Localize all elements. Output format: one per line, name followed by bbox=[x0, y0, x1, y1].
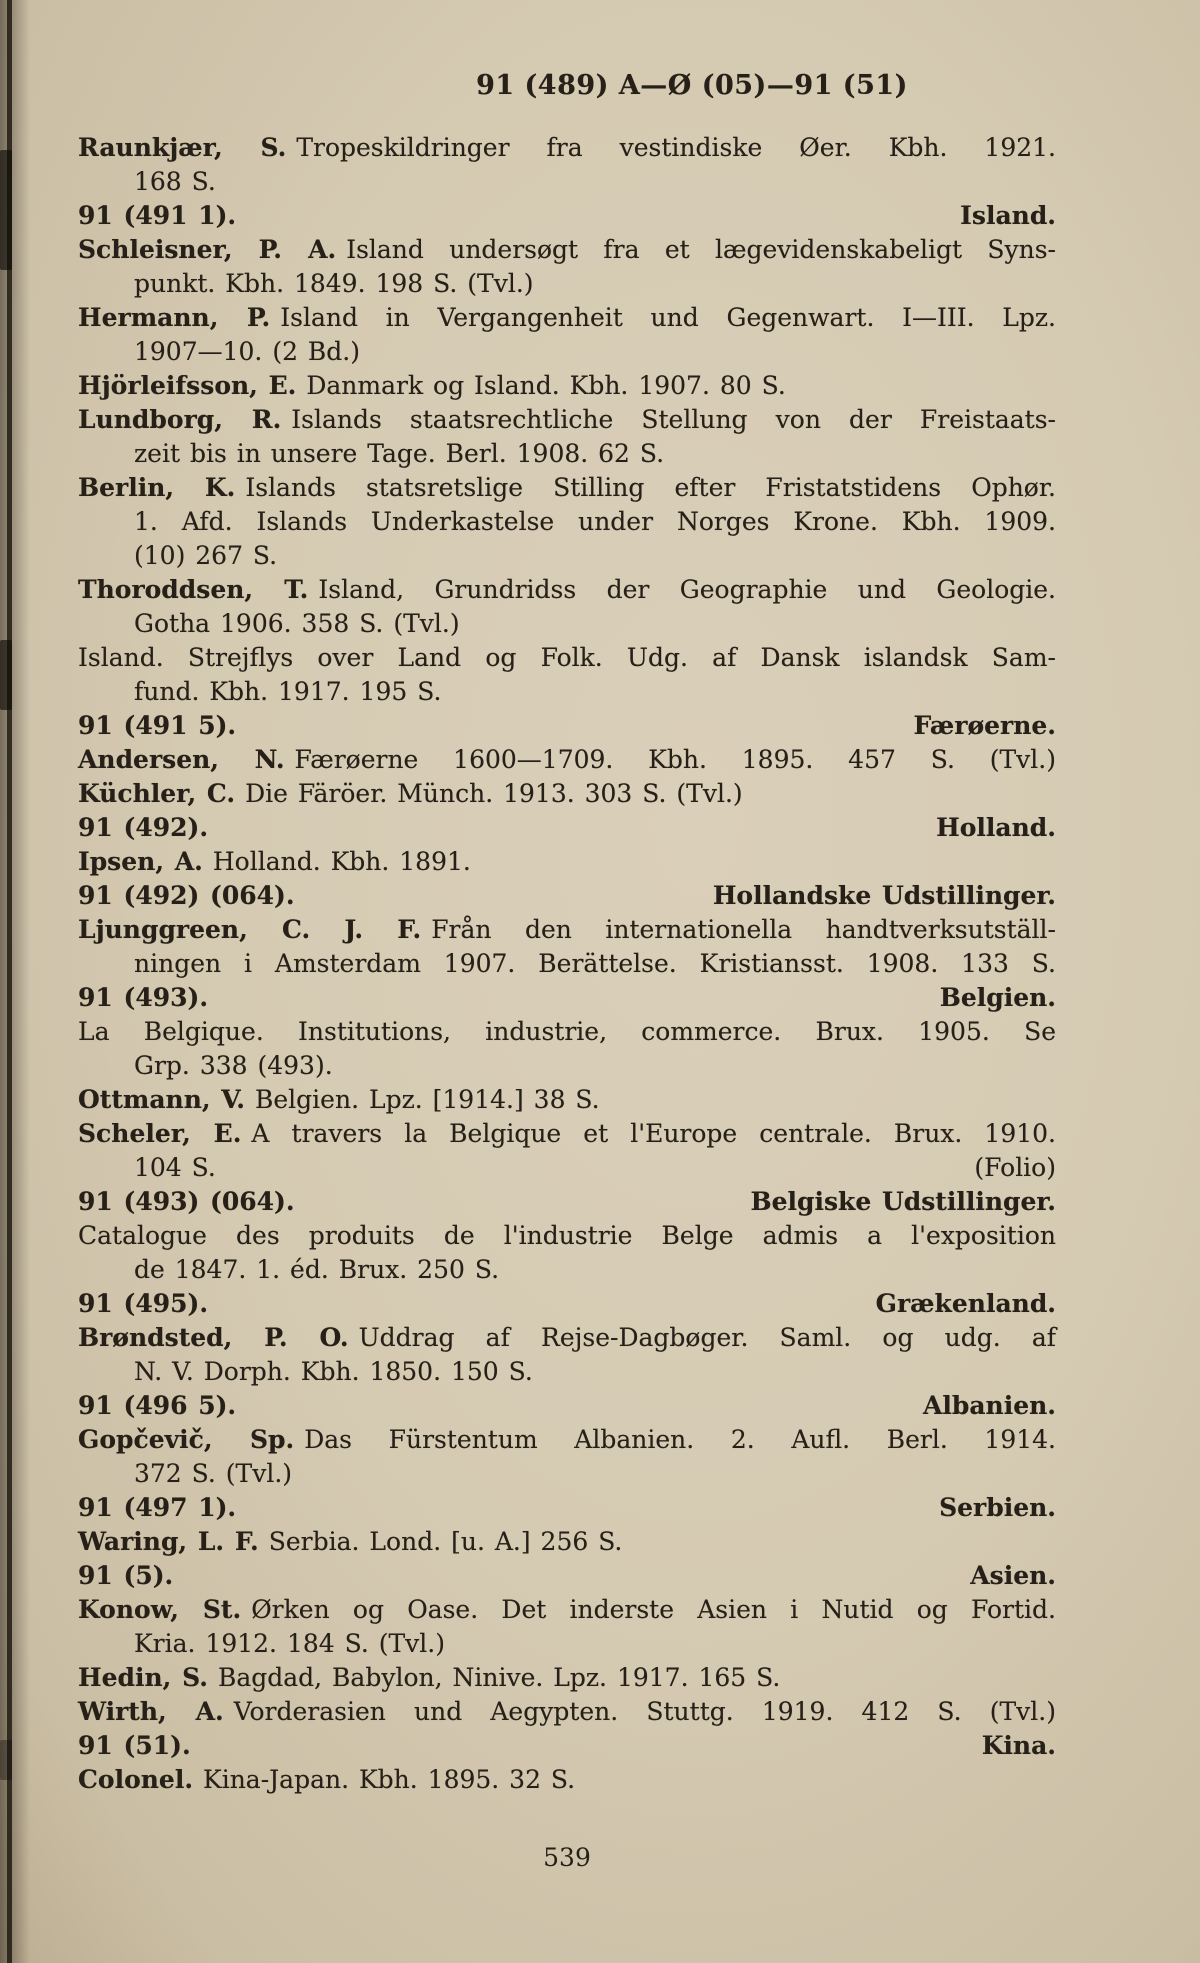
bibliography-entry bbox=[78, 1593, 1056, 1661]
bibliography-entry bbox=[78, 369, 1056, 403]
entry-line: Thoroddsen, T. Island, Grundridss der Geographie und Geologie. bbox=[78, 575, 1056, 604]
scan-gutter-shadow bbox=[0, 0, 30, 1963]
classification-row bbox=[78, 879, 1056, 913]
entry-author: Hermann, P. bbox=[78, 303, 271, 332]
page-number: 539 bbox=[543, 1843, 591, 1872]
bibliography-entry bbox=[78, 573, 1056, 641]
classification-number: 91 (491 5). bbox=[78, 711, 237, 740]
entry-line: Scheler, E. A travers la Belgique et l'Europe centrale. Brux. 1910. bbox=[78, 1119, 1056, 1148]
entry-author: Scheler, E. bbox=[78, 1119, 242, 1148]
classification-row bbox=[78, 1185, 1056, 1219]
scan-edge-mark bbox=[0, 1740, 12, 1780]
bibliography-entry bbox=[78, 845, 1056, 879]
entry-line: Grp. 338 (493). bbox=[134, 1051, 333, 1080]
entry-author: Hjörleifsson, E. bbox=[78, 371, 297, 400]
entry-author: Waring, L. F. bbox=[78, 1527, 259, 1556]
bibliography-entry bbox=[78, 233, 1056, 301]
classification-number: 91 (497 1). bbox=[78, 1493, 237, 1522]
entry-author: Ipsen, A. bbox=[78, 847, 203, 876]
section-heading: Albanien. bbox=[922, 1391, 1056, 1420]
classification-row bbox=[78, 1389, 1056, 1423]
entry-author: Ottmann, V. bbox=[78, 1085, 246, 1114]
section-heading: Kina. bbox=[981, 1731, 1056, 1760]
entry-line: Hermann, P. Island in Vergangenheit und Gegenwart. I—III. Lpz. bbox=[78, 303, 1056, 332]
entry-line: Andersen, N. Færøerne 1600—1709. Kbh. 1895. 457 S. (Tvl.) bbox=[78, 745, 1056, 774]
entry-line: 372 S. (Tvl.) bbox=[134, 1459, 293, 1488]
entry-author: Raunkjær, S. bbox=[78, 133, 287, 162]
bibliography-entry bbox=[78, 777, 1056, 811]
entry-line: Schleisner, P. A. Island undersøgt fra et lægevidenskabeligt Syns- bbox=[78, 235, 1056, 264]
entry-line: Catalogue des produits de l'industrie Belge admis a l'exposition bbox=[78, 1221, 1056, 1250]
bibliography-entry bbox=[78, 1015, 1056, 1083]
section-heading: Hollandske Udstillinger. bbox=[712, 881, 1056, 910]
entry-author: Hedin, S. bbox=[78, 1663, 208, 1692]
classification-row bbox=[78, 1729, 1056, 1763]
entry-line: N. V. Dorph. Kbh. 1850. 150 S. bbox=[134, 1357, 533, 1386]
entry-line: (Folio) 104 S. bbox=[78, 1151, 1056, 1185]
section-heading: Belgien. bbox=[939, 983, 1056, 1012]
page-content bbox=[78, 0, 1056, 1797]
entry-author: Berlin, K. bbox=[78, 473, 236, 502]
entry-line: de 1847. 1. éd. Brux. 250 S. bbox=[134, 1255, 500, 1284]
entry-line: Ljunggreen, C. J. F. Från den internationella handtverksutställ- bbox=[78, 915, 1056, 944]
entry-line: Colonel. Kina-Japan. Kbh. 1895. 32 S. bbox=[78, 1765, 576, 1794]
classification-row bbox=[78, 981, 1056, 1015]
classification-row bbox=[78, 1287, 1056, 1321]
entry-author: Schleisner, P. A. bbox=[78, 235, 337, 264]
bibliography-entry bbox=[78, 1321, 1056, 1389]
bibliography-entry bbox=[78, 131, 1056, 199]
entry-line: La Belgique. Institutions, industrie, commerce. Brux. 1905. Se bbox=[78, 1017, 1056, 1046]
classification-number: 91 (5). bbox=[78, 1561, 174, 1590]
entry-author: Küchler, C. bbox=[78, 779, 236, 808]
bibliography-entry bbox=[78, 913, 1056, 981]
entry-line: Küchler, C. Die Färöer. Münch. 1913. 303 S. (Tvl.) bbox=[78, 779, 743, 808]
folio-note: (Folio) bbox=[974, 1153, 1056, 1182]
classification-row bbox=[78, 709, 1056, 743]
entry-author: Thoroddsen, T. bbox=[78, 575, 309, 604]
bibliography-entry bbox=[78, 1117, 1056, 1185]
entry-line: Hedin, S. Bagdad, Babylon, Ninive. Lpz. 1917. 165 S. bbox=[78, 1663, 781, 1692]
entry-author: Konow, St. bbox=[78, 1595, 242, 1624]
scan-edge-line bbox=[7, 0, 12, 1963]
entry-line: Hjörleifsson, E. Danmark og Island. Kbh. 1907. 80 S. bbox=[78, 371, 786, 400]
entry-line: fund. Kbh. 1917. 195 S. bbox=[134, 677, 442, 706]
entry-line: Berlin, K. Islands statsretslige Stilling efter Fristatstidens Ophør. bbox=[78, 473, 1056, 502]
bibliography-entry bbox=[78, 471, 1056, 573]
classification-number: 91 (493). bbox=[78, 983, 209, 1012]
entry-author: Ljunggreen, C. J. F. bbox=[78, 915, 422, 944]
entry-line: ningen i Amsterdam 1907. Berättelse. Kristiansst. 1908. 133 S. bbox=[134, 949, 1056, 978]
entry-line: Lundborg, R. Islands staatsrechtliche Stellung von der Freistaats- bbox=[78, 405, 1057, 434]
running-header: 91 (489) A—Ø (05)—91 (51) bbox=[476, 70, 908, 101]
classification-number: 91 (492) (064). bbox=[78, 881, 295, 910]
section-heading: Serbien. bbox=[939, 1493, 1056, 1522]
entry-line: Kria. 1912. 184 S. (Tvl.) bbox=[134, 1629, 445, 1658]
classification-row bbox=[78, 199, 1056, 233]
entry-line: Waring, L. F. Serbia. Lond. [u. A.] 256 S. bbox=[78, 1527, 623, 1556]
bibliography-entry bbox=[78, 1695, 1056, 1729]
section-heading: Island. bbox=[960, 201, 1056, 230]
classification-number: 91 (495). bbox=[78, 1289, 209, 1318]
entry-line: zeit bis in unsere Tage. Berl. 1908. 62 S. bbox=[134, 439, 665, 468]
section-heading: Belgiske Udstillinger. bbox=[750, 1187, 1056, 1216]
bibliography-entry bbox=[78, 743, 1056, 777]
classification-number: 91 (492). bbox=[78, 813, 209, 842]
entry-line: Konow, St. Ørken og Oase. Det inderste Asien i Nutid og Fortid. bbox=[78, 1595, 1056, 1624]
classification-row bbox=[78, 1559, 1056, 1593]
section-heading: Holland. bbox=[936, 813, 1056, 842]
entry-line: Brøndsted, P. O. Uddrag af Rejse-Dagbøger. Saml. og udg. af bbox=[78, 1323, 1056, 1352]
entry-line: Gopčevič, Sp. Das Fürstentum Albanien. 2. Aufl. Berl. 1914. bbox=[78, 1425, 1056, 1454]
entry-author: Colonel. bbox=[78, 1765, 194, 1794]
scan-edge-mark bbox=[0, 150, 12, 270]
entry-line: Wirth, A. Vorderasien und Aegypten. Stuttg. 1919. 412 S. (Tvl.) bbox=[78, 1697, 1056, 1726]
entry-line: Ottmann, V. Belgien. Lpz. [1914.] 38 S. bbox=[78, 1085, 600, 1114]
classification-number: 91 (496 5). bbox=[78, 1391, 237, 1420]
entry-line: 1. Afd. Islands Underkastelse under Norges Krone. Kbh. 1909. bbox=[134, 507, 1056, 536]
entry-author: Lundborg, R. bbox=[78, 405, 282, 434]
entry-author: Gopčevič, Sp. bbox=[78, 1425, 295, 1454]
classification-row bbox=[78, 811, 1056, 845]
scan-edge-mark bbox=[0, 640, 12, 710]
entry-line: Raunkjær, S. Tropeskildringer fra vestindiske Øer. Kbh. 1921. bbox=[78, 133, 1056, 162]
entry-line: Ipsen, A. Holland. Kbh. 1891. bbox=[78, 847, 471, 876]
entry-line: 168 S. bbox=[134, 167, 216, 196]
entry-line: 1907—10. (2 Bd.) bbox=[134, 337, 361, 366]
bibliography-entry bbox=[78, 301, 1056, 369]
entry-author: Wirth, A. bbox=[78, 1697, 224, 1726]
bibliography-entry bbox=[78, 1083, 1056, 1117]
entry-author: Brøndsted, P. O. bbox=[78, 1323, 349, 1352]
bibliography-entry bbox=[78, 1661, 1056, 1695]
bibliography-entry bbox=[78, 1423, 1056, 1491]
bibliography-entry bbox=[78, 1219, 1056, 1287]
classification-number: 91 (493) (064). bbox=[78, 1187, 295, 1216]
bibliography-entry bbox=[78, 641, 1056, 709]
classification-number: 91 (491 1). bbox=[78, 201, 237, 230]
classification-number: 91 (51). bbox=[78, 1731, 191, 1760]
section-heading: Asien. bbox=[970, 1561, 1056, 1590]
classification-row bbox=[78, 1491, 1056, 1525]
bibliography-entry bbox=[78, 1763, 1056, 1797]
entry-line: Island. Strejflys over Land og Folk. Udg. af Dansk islandsk Sam- bbox=[78, 643, 1056, 672]
entry-line: punkt. Kbh. 1849. 198 S. (Tvl.) bbox=[134, 269, 534, 298]
section-heading: Færøerne. bbox=[913, 711, 1056, 740]
entry-line: (10) 267 S. bbox=[134, 541, 278, 570]
bibliography-entry bbox=[78, 1525, 1056, 1559]
section-heading: Grækenland. bbox=[875, 1289, 1056, 1318]
entries-list bbox=[78, 131, 1056, 1797]
entry-line: Gotha 1906. 358 S. (Tvl.) bbox=[134, 609, 460, 638]
entry-author: Andersen, N. bbox=[78, 745, 285, 774]
bibliography-entry bbox=[78, 403, 1056, 471]
